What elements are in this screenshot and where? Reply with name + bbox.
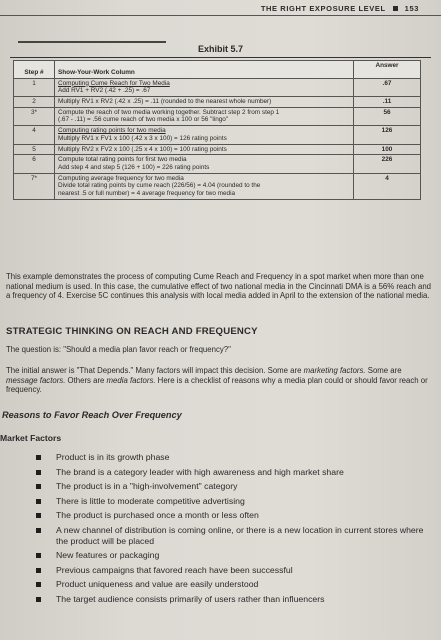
work-line: Multiply RV1 x FV1 x 100 (.42 x 3 x 100) = 126 rating points xyxy=(58,134,227,142)
square-bullet-icon xyxy=(36,455,41,460)
list-item xyxy=(36,525,436,547)
work-line: Add RV1 + RV2 (.42 + .25) = .67 xyxy=(58,87,151,95)
marketing-factors-term: marketing factors. xyxy=(303,366,366,375)
work-cell xyxy=(55,97,354,108)
column-header-step: Step # xyxy=(14,61,55,79)
answer-text-post: Here is a checklist of reasons why a media plan could or should favor reach or frequency. xyxy=(6,375,428,394)
list-item xyxy=(36,510,436,521)
square-bullet-icon xyxy=(36,513,41,518)
square-bullet-icon xyxy=(36,553,41,558)
list-item-text: Previous campaigns that favored reach have been successful xyxy=(56,564,293,575)
work-line: Divide total rating points by cume reach (226/56) = 4.04 (rounded to the xyxy=(58,182,261,190)
square-bullet-icon xyxy=(36,597,41,602)
work-cell xyxy=(55,107,354,125)
work-line: Add step 4 and step 5 (126 + 100) = 226 rating points xyxy=(58,163,210,171)
answer-cell: .11 xyxy=(354,97,421,108)
list-item xyxy=(36,481,436,492)
list-item-text: The product is in a "high-involvement" category xyxy=(56,481,238,492)
list-item xyxy=(36,496,436,507)
square-bullet-icon xyxy=(36,528,41,533)
work-cell xyxy=(55,155,354,173)
answer-cell: 226 xyxy=(354,155,421,173)
work-line: Multiply RV1 x RV2 (.42 x .25) = .11 (rounded to the nearest whole number) xyxy=(58,98,272,106)
table-header-row xyxy=(14,61,421,79)
list-item-text: Product is in its growth phase xyxy=(56,452,170,462)
square-bullet-icon xyxy=(36,499,41,504)
answer-text-mid2: Others are xyxy=(65,375,107,385)
answer-cell: .67 xyxy=(354,78,421,96)
answer-cell: 126 xyxy=(354,126,421,144)
reasons-title: Reasons to Favor Reach Over Frequency xyxy=(2,410,182,420)
list-item-text: A new channel of distribution is coming online, or there is a new location in current stores where the product will be placed xyxy=(56,524,424,546)
list-item-text: Product uniqueness and value are easily understood xyxy=(56,579,259,590)
page-number: 153 xyxy=(404,4,419,13)
running-head-title: THE RIGHT EXPOSURE LEVEL xyxy=(260,4,386,13)
list-item xyxy=(36,452,436,463)
step-cell: 1 xyxy=(14,78,55,96)
list-item xyxy=(36,594,436,605)
table-row xyxy=(14,173,421,199)
step-cell: 7* xyxy=(14,173,55,199)
work-line: Compute total rating points for first two media xyxy=(58,156,187,164)
answer-text-pre: The initial answer is "That Depends." Many factors will impact this decision. Some are xyxy=(6,366,304,375)
table-row xyxy=(14,126,421,144)
step-cell: 2 xyxy=(14,97,55,108)
step-cell: 3* xyxy=(14,107,55,125)
step-cell: 6 xyxy=(14,155,55,173)
work-cell xyxy=(55,173,354,199)
exhibit-table xyxy=(13,60,421,200)
list-item xyxy=(36,550,436,561)
square-bullet-icon xyxy=(393,6,398,11)
work-cell xyxy=(55,144,354,155)
square-bullet-icon xyxy=(36,582,41,587)
exhibit-title: Exhibit 5.7 xyxy=(197,44,243,54)
question-text: The question is: "Should a media plan favor reach or frequency?" xyxy=(6,345,231,354)
step-cell: 5 xyxy=(14,144,55,155)
column-header-work: Show-Your-Work Column xyxy=(55,61,354,79)
media-factors-term: media factors. xyxy=(106,375,156,385)
work-line: Computing rating points for two media xyxy=(58,127,166,135)
work-cell xyxy=(55,78,354,96)
list-item-text: The product is purchased once a month or less often xyxy=(56,510,259,521)
work-line: (.67 - .11) = .56 cume reach of two media x 100 or 56 "lingo" xyxy=(58,116,229,124)
work-line: Computing Cume Reach for Two Media xyxy=(58,79,170,87)
work-line: Computing average frequency for two media xyxy=(58,174,184,182)
column-header-answer: Answer xyxy=(354,61,421,79)
list-item xyxy=(36,565,436,576)
market-factors-list xyxy=(36,452,436,608)
square-bullet-icon xyxy=(36,484,41,489)
work-line: Compute the reach of two media working together. Subtract step 2 from step 1 xyxy=(58,108,280,116)
table-row xyxy=(14,78,421,96)
list-item-text: The target audience consists primarily of users rather than influencers xyxy=(56,593,325,604)
table-row xyxy=(14,107,421,125)
market-factors-title: Market Factors xyxy=(0,433,62,443)
list-item xyxy=(36,579,436,590)
running-head xyxy=(261,4,419,13)
exhibit-rule xyxy=(10,57,431,58)
table-row xyxy=(14,97,421,108)
work-line: nearest .5 or full number) = 4 average frequency for two media xyxy=(58,189,236,197)
message-factors-term: message factors. xyxy=(6,375,66,385)
body-paragraph: This example demonstrates the process of computing Cume Reach and Frequency in a spot market when more than one national medium is used. In this case, the cumulative effect of two national media in the Cincinnati DMA is a 56% reach and a frequency of 4. Exercise 5C continues this analysis with local media added in April to the extension of the national media. xyxy=(6,272,432,300)
section-title: STRATEGIC THINKING ON REACH AND FREQUENCY xyxy=(6,326,258,337)
section-rule xyxy=(18,41,166,43)
square-bullet-icon xyxy=(36,568,41,573)
list-item-text: There is little to moderate competitive advertising xyxy=(56,495,245,506)
step-cell: 4 xyxy=(14,126,55,144)
answer-paragraph xyxy=(6,366,434,395)
answer-cell: 100 xyxy=(354,144,421,155)
work-line: Multiply RV2 x FV2 x 100 (.25 x 4 x 100) = 100 rating points xyxy=(58,145,227,153)
list-item-text: New features or packaging xyxy=(56,550,160,561)
answer-cell: 56 xyxy=(354,107,421,125)
work-cell xyxy=(55,126,354,144)
answer-cell: 4 xyxy=(354,173,421,199)
answer-text-mid1: Some are xyxy=(365,366,402,375)
table-row xyxy=(14,144,421,155)
list-item-text: The brand is a category leader with high awareness and high market share xyxy=(56,466,344,477)
table-row xyxy=(14,155,421,173)
list-item xyxy=(36,467,436,478)
header-rule xyxy=(0,15,441,16)
square-bullet-icon xyxy=(36,470,41,475)
